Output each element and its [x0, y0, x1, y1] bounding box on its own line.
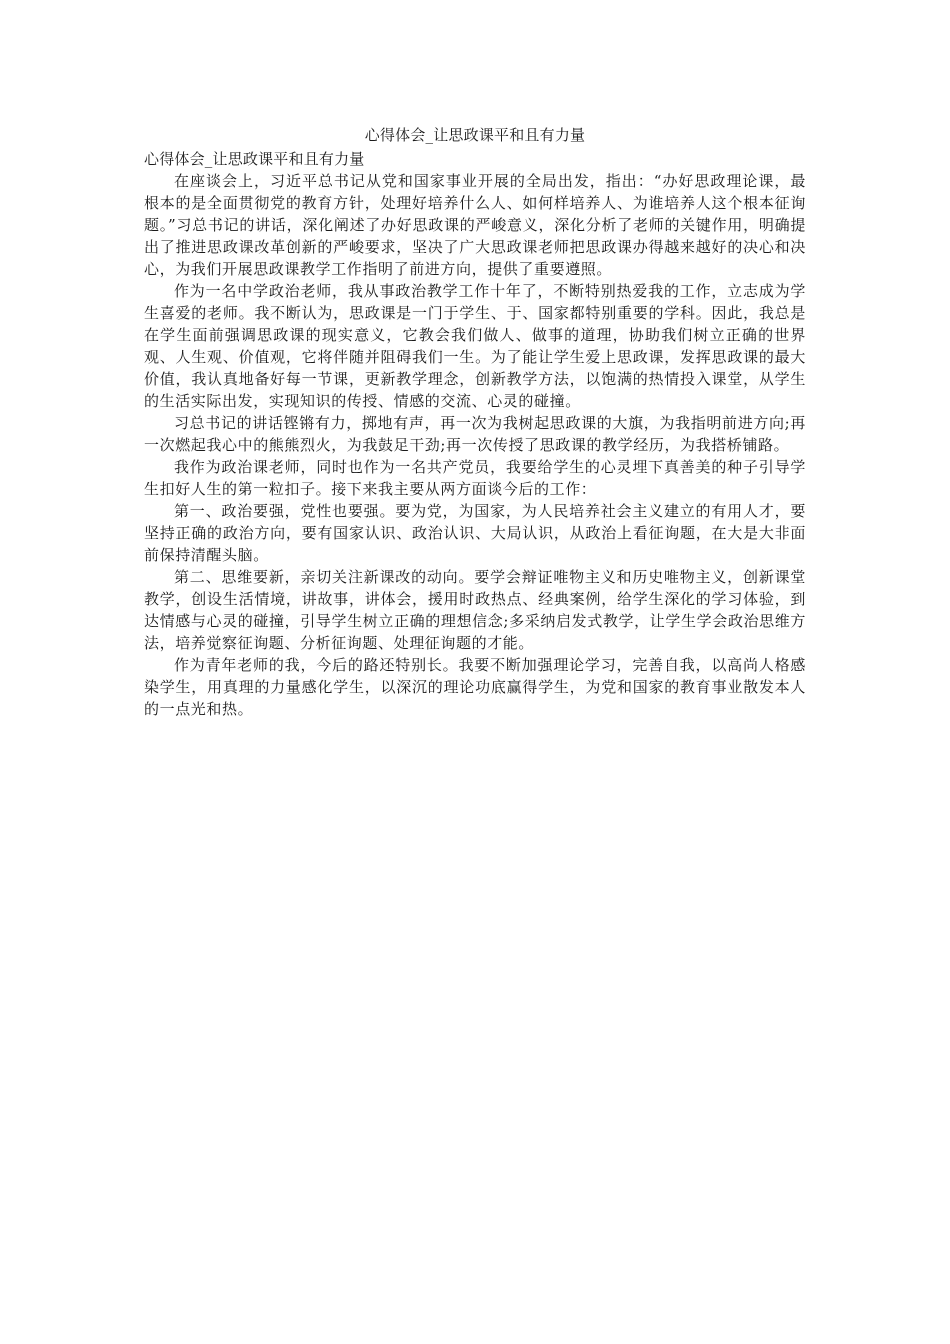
- document-page: [144, 124, 806, 720]
- paragraph-3: 习总书记的讲话铿锵有力，掷地有声，再一次为我树起思政课的大旗，为我指明前进方向;再一次燃起我心中的熊熊烈火，为我鼓足干劲;再一次传授了思政课的教学经历，为我搭桥铺路。: [144, 414, 806, 454]
- paragraph-5: 第一、政治要强，党性也要强。要为党，为国家，为人民培养社会主义建立的有用人才，要坚持正确的政治方向，要有国家认识、政治认识、大局认识，从政治上看征询题，在大是大非面前保持清醒头脑。: [144, 502, 806, 564]
- paragraph-4: 我作为政治课老师，同时也作为一名共产党员，我要给学生的心灵埋下真善美的种子引导学生扣好人生的第一粒扣子。接下来我主要从两方面谈今后的工作：: [144, 458, 806, 498]
- paragraph-1: 在座谈会上，习近平总书记从党和国家事业开展的全局出发，指出：“办好思政理论课，最根本的是全面贯彻党的教育方针，处理好培养什么人、如何样培养人、为谁培养人这个根本征询题。”习总书记的讲话，深化阐述了办好思政课的严峻意义，深化分析了老师的关键作用，明确提出了推进思政课改革创新的严峻要求，坚决了广大思政课老师把思政课办得越来越好的决心和决心，为我们开展思政课教学工作指明了前进方向，提供了重要遵照。: [144, 172, 806, 278]
- document-title: 心得体会_让思政课平和且有力量: [364, 126, 586, 144]
- paragraph-2: 作为一名中学政治老师，我从事政治教学工作十年了，不断特别热爱我的工作，立志成为学生喜爱的老师。我不断认为，思政课是一门于学生、于、国家都特别重要的学科。因此，我总是在学生面前强调思政课的现实意义，它教会我们做人、做事的道理，协助我们树立正确的世界观、人生观、价值观，它将伴随并阻碍我们一生。为了能让学生爱上思政课，发挥思政课的最大价值，我认真地备好每一节课，更新教学理念，创新教学方法，以饱满的热情投入课堂，从学生的生活实际出发，实现知识的传授、情感的交流、心灵的碰撞。: [144, 282, 806, 410]
- paragraph-6: 第二、思维要新，亲切关注新课改的动向。要学会辩证唯物主义和历史唯物主义，创新课堂教学，创设生活情境，讲故事，讲体会，援用时政热点、经典案例，给学生深化的学习体验，到达情感与心灵的碰撞，引导学生树立正确的理想信念;多采纳启发式教学，让学生学会政治思维方法，培养觉察征询题、分析征询题、处理征询题的才能。: [144, 568, 806, 652]
- document-subtitle: 心得体会_让思政课平和且有力量: [144, 150, 365, 168]
- paragraph-7: 作为青年老师的我，今后的路还特别长。我要不断加强理论学习，完善自我，以高尚人格感染学生，用真理的力量感化学生，以深沉的理论功底赢得学生，为党和国家的教育事业散发本人的一点光和热。: [144, 656, 806, 718]
